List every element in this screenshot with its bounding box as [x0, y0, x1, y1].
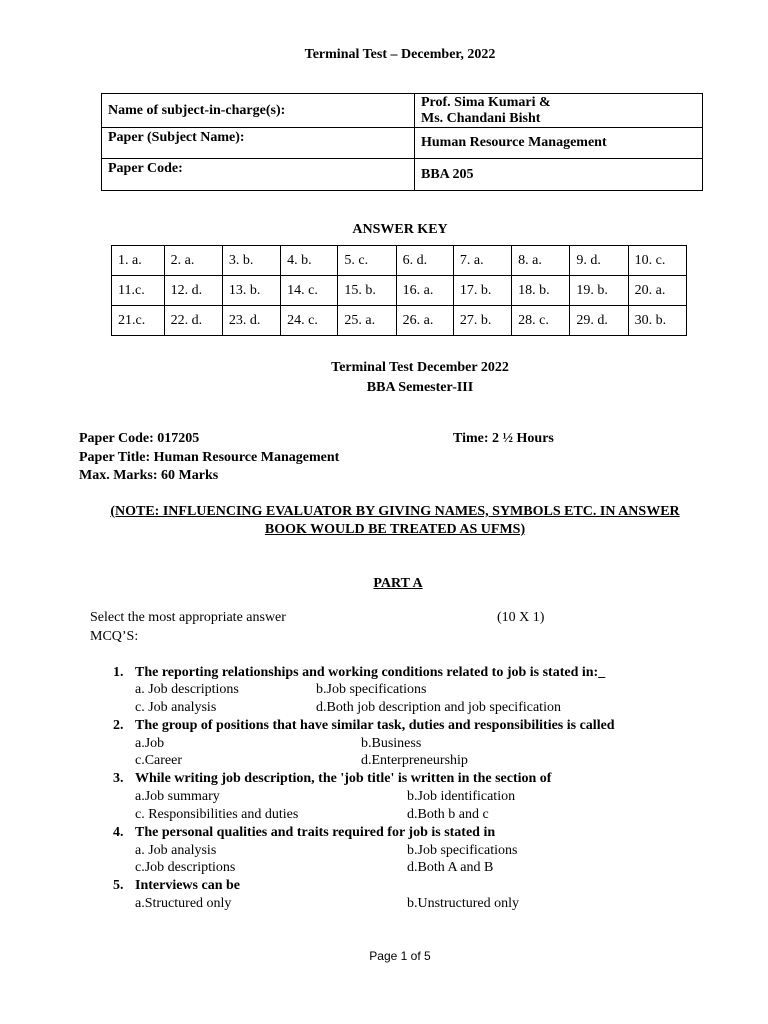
info-row-paper-code	[102, 159, 703, 191]
answer-key-title: ANSWER KEY	[352, 222, 448, 237]
answer-key-cell: 18. b.	[512, 276, 570, 306]
info-value-line: Prof. Sima Kumari &	[421, 94, 551, 110]
question-text: While writing job description, the 'job title' is written in the section of	[135, 771, 552, 786]
answer-key-cell: 26. a.	[396, 306, 453, 336]
option: d.Both job description and job specification	[316, 700, 561, 715]
paper-code: Paper Code: 017205	[79, 431, 200, 446]
mcq-label: MCQ’S:	[90, 629, 139, 644]
answer-key-row	[112, 276, 687, 306]
instruction-text: Select the most appropriate answer	[90, 610, 286, 625]
info-value: BBA 205	[415, 159, 703, 191]
question-number: 2.	[113, 718, 124, 733]
info-row-paper-name	[102, 128, 703, 159]
question-number: 4.	[113, 825, 124, 840]
option: c. Job analysis	[135, 700, 217, 715]
answer-key-cell: 13. b.	[222, 276, 280, 306]
answer-key-cell: 4. b.	[281, 246, 338, 276]
question	[113, 718, 615, 734]
answer-key-cell: 30. b.	[628, 306, 686, 336]
question	[113, 771, 551, 787]
answer-key-cell: 21.c.	[112, 306, 165, 336]
option: a. Job descriptions	[135, 682, 239, 697]
option: a.Job	[135, 736, 165, 751]
question-text: Interviews can be	[135, 878, 240, 893]
option: c.Career	[135, 753, 183, 768]
answer-key-cell: 8. a.	[512, 246, 570, 276]
option: d.Enterpreneurship	[361, 753, 468, 768]
exam-title: Terminal Test December 2022	[331, 360, 509, 375]
answer-key-cell: 5. c.	[338, 246, 396, 276]
info-label: Paper (Subject Name):	[102, 128, 415, 159]
answer-key-cell: 15. b.	[338, 276, 396, 306]
answer-key-cell: 14. c.	[281, 276, 338, 306]
info-value-line: Ms. Chandani Bisht	[421, 110, 541, 126]
paper-title: Paper Title: Human Resource Management	[79, 450, 340, 465]
answer-key-cell: 6. d.	[396, 246, 453, 276]
part-a-heading: PART A	[373, 576, 423, 591]
answer-key-row	[112, 246, 687, 276]
info-value: Human Resource Management	[415, 128, 703, 159]
answer-key-cell: 16. a.	[396, 276, 453, 306]
option: b.Unstructured only	[407, 896, 519, 911]
answer-key-cell: 2. a.	[164, 246, 222, 276]
info-label: Paper Code:	[102, 159, 415, 191]
answer-key-table	[111, 245, 687, 336]
option: a.Job summary	[135, 789, 220, 804]
question	[113, 825, 495, 841]
answer-key-cell: 3. b.	[222, 246, 280, 276]
exam-time: Time: 2 ½ Hours	[453, 431, 554, 446]
note-line: BOOK WOULD BE TREATED AS UFMS)	[264, 522, 526, 537]
marks-text: (10 X 1)	[497, 610, 545, 625]
question-number: 5.	[113, 878, 124, 893]
question-number: 1.	[113, 665, 124, 680]
question-number: 3.	[113, 771, 124, 786]
answer-key-cell: 10. c.	[628, 246, 686, 276]
question-text: The personal qualities and traits required for job is stated in	[135, 825, 496, 840]
answer-key-cell: 1. a.	[112, 246, 165, 276]
answer-key-cell: 7. a.	[453, 246, 511, 276]
answer-key-cell: 29. d.	[570, 306, 628, 336]
answer-key-cell: 25. a.	[338, 306, 396, 336]
answer-key-cell: 12. d.	[164, 276, 222, 306]
exam-semester: BBA Semester-III	[366, 380, 474, 395]
note-line: (NOTE: INFLUENCING EVALUATOR BY GIVING NAMES, SYMBOLS ETC. IN ANSWER	[110, 504, 680, 519]
answer-key-cell: 24. c.	[281, 306, 338, 336]
option: c. Responsibilities and duties	[135, 807, 299, 822]
option: b.Job specifications	[407, 843, 518, 858]
option: a.Structured only	[135, 896, 232, 911]
option: c.Job descriptions	[135, 860, 236, 875]
answer-key-cell: 11.c.	[112, 276, 165, 306]
question	[113, 878, 240, 894]
option: d.Both b and c	[407, 807, 489, 822]
answer-key-cell: 17. b.	[453, 276, 511, 306]
info-label: Name of subject-in-charge(s):	[102, 94, 415, 128]
max-marks: Max. Marks: 60 Marks	[79, 468, 219, 483]
answer-key-cell: 19. b.	[570, 276, 628, 306]
subject-info-table	[101, 93, 703, 191]
page-title: Terminal Test – December, 2022	[304, 47, 496, 62]
answer-key-row	[112, 306, 687, 336]
option: b.Business	[361, 736, 422, 751]
question	[113, 665, 605, 681]
option: a. Job analysis	[135, 843, 217, 858]
answer-key-cell: 22. d.	[164, 306, 222, 336]
info-value	[415, 94, 703, 128]
page-number: Page 1 of 5	[369, 949, 431, 963]
option: b.Job identification	[407, 789, 516, 804]
answer-key-cell: 27. b.	[453, 306, 511, 336]
question-text: The reporting relationships and working conditions related to job is stated in:_	[135, 665, 606, 680]
option: b.Job specifications	[316, 682, 427, 697]
question-text: The group of positions that have similar task, duties and responsibilities is called	[135, 718, 615, 733]
info-row-subject-in-charge	[102, 94, 703, 128]
answer-key-cell: 28. c.	[512, 306, 570, 336]
answer-key-cell: 9. d.	[570, 246, 628, 276]
option: d.Both A and B	[407, 860, 494, 875]
answer-key-cell: 23. d.	[222, 306, 280, 336]
answer-key-cell: 20. a.	[628, 276, 686, 306]
